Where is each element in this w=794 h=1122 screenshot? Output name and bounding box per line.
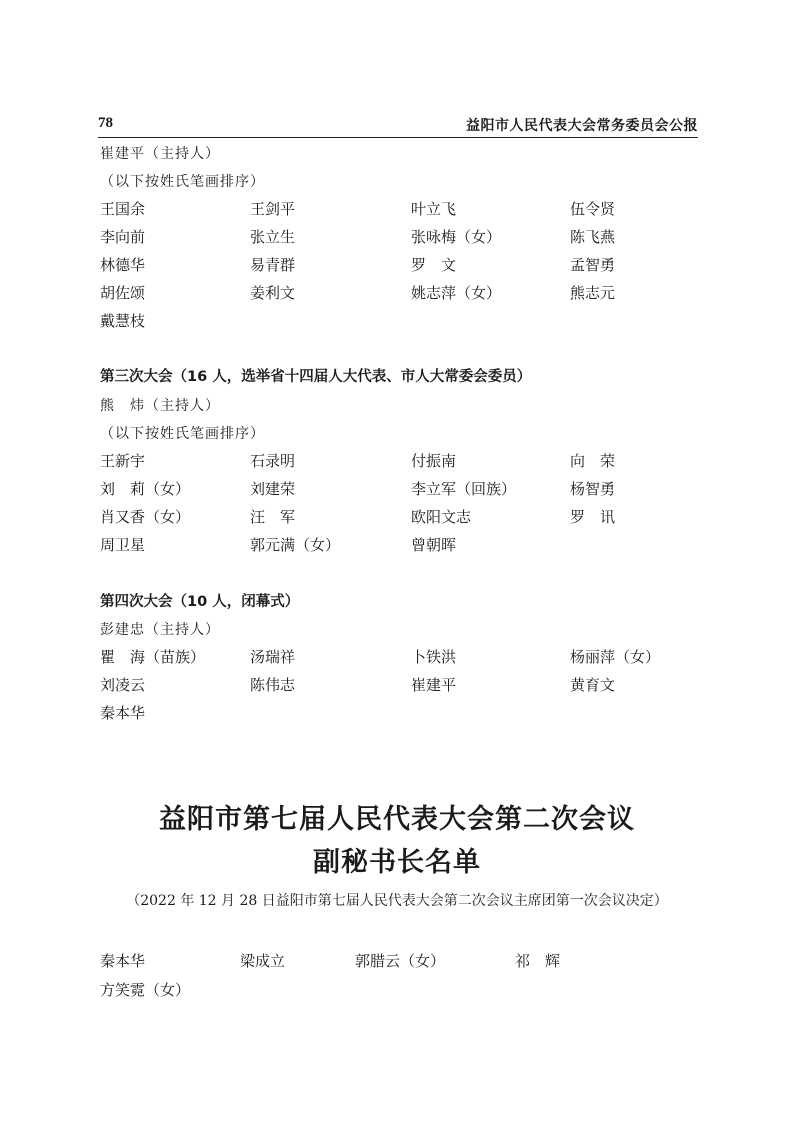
session4-row [100, 703, 700, 723]
member-name: 张立生 [250, 228, 296, 246]
member-name: 胡佐颂 [100, 284, 146, 302]
member-name: 郭元满（女） [250, 536, 341, 554]
header-rule [98, 137, 698, 138]
member-name: 曾朝晖 [411, 536, 457, 554]
member-name: 张咏梅（女） [411, 228, 502, 246]
member-name: 罗 讯 [570, 508, 616, 526]
member-name: 李立军（回族） [411, 480, 517, 498]
session4-row [100, 647, 700, 667]
session2-row [100, 311, 700, 331]
member-name: 汤瑞祥 [250, 648, 296, 666]
session3-heading: 第三次大会（16 人，选举省十四届人大代表、市人大常委会委员） [100, 369, 532, 385]
member-name: 王剑平 [250, 200, 296, 218]
member-name: 秦本华 [100, 704, 146, 722]
secretary-name: 梁成立 [240, 952, 286, 970]
member-name: 陈飞燕 [570, 228, 616, 246]
member-name: 叶立飞 [411, 200, 457, 218]
member-name: 罗 文 [411, 256, 457, 274]
session4-row [100, 675, 700, 695]
member-name: 崔建平 [411, 676, 457, 694]
member-name: 孟智勇 [570, 256, 616, 274]
member-name: 姜利文 [250, 284, 296, 302]
session3-order-note: （以下按姓氏笔画排序） [100, 426, 265, 442]
journal-title: 益阳市人民代表大会常务委员会公报 [466, 118, 698, 134]
secretary-name: 秦本华 [100, 952, 146, 970]
member-name: 汪 军 [250, 508, 296, 526]
member-name: 李向前 [100, 228, 146, 246]
secretary-name: 方笑霓（女） [100, 981, 191, 999]
session2-row [100, 227, 700, 247]
page-number: 78 [98, 115, 113, 131]
session2-row [100, 283, 700, 303]
session2-host: 崔建平（主持人） [100, 146, 220, 162]
section-title-line1: 益阳市第七届人民代表大会第二次会议 [159, 804, 635, 835]
session3-row [100, 451, 700, 471]
member-name: 黄育文 [570, 676, 616, 694]
member-name: 陈伟志 [250, 676, 296, 694]
session4-host: 彭建忠（主持人） [100, 622, 220, 638]
member-name: 刘 莉（女） [100, 480, 191, 498]
member-name: 伍令贤 [570, 200, 616, 218]
session2-row [100, 255, 700, 275]
secretary-row [100, 980, 700, 1000]
member-name: 杨丽萍（女） [570, 648, 661, 666]
session3-host: 熊 炜（主持人） [100, 398, 220, 414]
member-name: 王国余 [100, 200, 146, 218]
member-name: 向 荣 [570, 452, 616, 470]
member-name: 瞿 海（苗族） [100, 648, 206, 666]
session2-order-note: （以下按姓氏笔画排序） [100, 174, 265, 190]
session2-row [100, 199, 700, 219]
decision-note: （2022 年 12 月 28 日益阳市第七届人民代表大会第二次会议主席团第一次会议决定） [126, 893, 668, 909]
member-name: 石录明 [250, 452, 296, 470]
session3-row [100, 479, 700, 499]
session3-row [100, 535, 700, 555]
session3-row [100, 507, 700, 527]
member-name: 肖又香（女） [100, 508, 191, 526]
secretary-row [100, 951, 700, 971]
member-name: 王新宇 [100, 452, 146, 470]
member-name: 欧阳文志 [411, 508, 472, 526]
section-title-line2: 副秘书长名单 [313, 847, 481, 878]
secretary-name: 祁 辉 [515, 952, 561, 970]
member-name: 付振南 [411, 452, 457, 470]
member-name: 杨智勇 [570, 480, 616, 498]
member-name: 戴慧枝 [100, 312, 146, 330]
member-name: 刘凌云 [100, 676, 146, 694]
member-name: 熊志元 [570, 284, 616, 302]
member-name: 姚志萍（女） [411, 284, 502, 302]
page-header [98, 115, 698, 137]
secretary-name: 郭腊云（女） [355, 952, 446, 970]
member-name: 周卫星 [100, 536, 146, 554]
member-name: 卜铁洪 [411, 648, 457, 666]
member-name: 林德华 [100, 256, 146, 274]
session4-heading: 第四次大会（10 人，闭幕式） [100, 594, 300, 610]
member-name: 易青群 [250, 256, 296, 274]
member-name: 刘建荣 [250, 480, 296, 498]
